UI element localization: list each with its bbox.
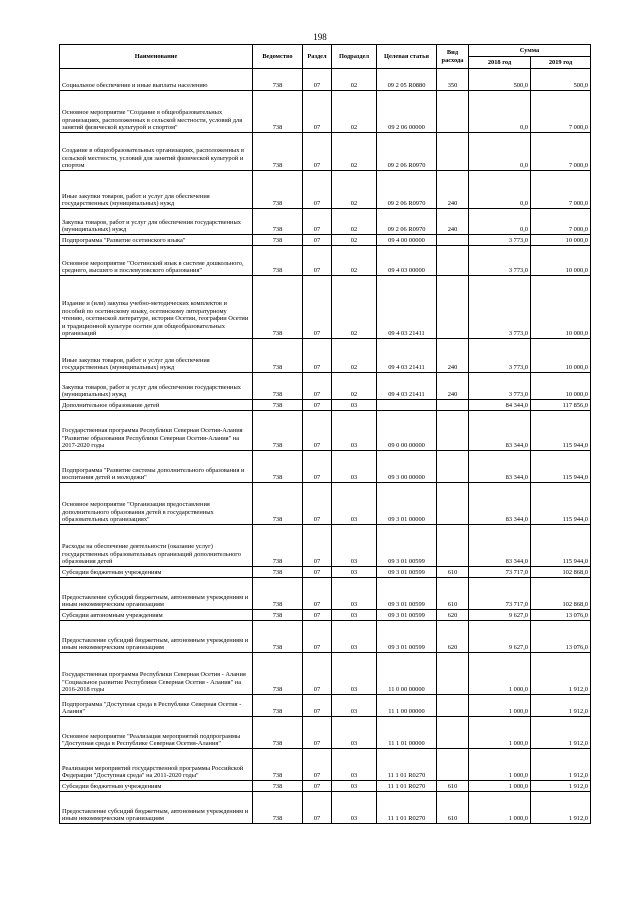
table-row <box>60 717 591 749</box>
row-kind-cell <box>437 235 469 246</box>
row-name-cell: Подпрограмма "Доступная среда в Республике Северная Осетия - Алания" <box>60 695 253 717</box>
row-kind-cell <box>437 451 469 483</box>
page-number: 198 <box>313 32 327 42</box>
row-2019-cell: 10 000,0 <box>531 235 591 246</box>
table-row <box>60 339 591 373</box>
row-name-cell: Социальное обеспечение и иные выплаты населению <box>60 69 253 91</box>
row-name-cell: Создание в общеобразовательных организациях, расположенных в сельской местности, условий для занятий физической культурой и спортом <box>60 133 253 171</box>
row-name-cell: Расходы на обеспечение деятельности (оказание услуг) государственных образовательных организаций дополнительного образования детей <box>60 525 253 567</box>
row-dept-cell: 738 <box>253 133 303 171</box>
row-target-cell: 09 3 01 00599 <box>377 610 437 621</box>
row-target-cell: 09 4 03 21411 <box>377 339 437 373</box>
row-2019-cell: 7 000,0 <box>531 133 591 171</box>
row-dept-cell: 738 <box>253 483 303 525</box>
row-dept-cell: 738 <box>253 578 303 610</box>
row-2018-cell: 73 717,0 <box>469 578 531 610</box>
table-row <box>60 749 591 781</box>
row-target-cell: 09 3 01 00599 <box>377 567 437 578</box>
table-body <box>60 69 591 824</box>
row-2019-cell: 115 944,0 <box>531 525 591 567</box>
row-target-cell <box>377 400 437 411</box>
row-name-cell: Предоставление субсидий бюджетным, автономным учреждениям и иным некоммерческим организациям <box>60 621 253 653</box>
row-2019-cell: 1 912,0 <box>531 717 591 749</box>
row-dept-cell: 738 <box>253 339 303 373</box>
row-2019-cell: 10 000,0 <box>531 246 591 276</box>
row-target-cell: 11 1 01 R0270 <box>377 781 437 792</box>
row-dept-cell: 738 <box>253 276 303 339</box>
header-row-1 <box>60 45 591 57</box>
row-2019-cell: 117 856,0 <box>531 400 591 411</box>
row-dept-cell: 738 <box>253 653 303 695</box>
row-dept-cell: 738 <box>253 451 303 483</box>
row-name-cell: Дополнительное образование детей <box>60 400 253 411</box>
row-subsection-cell: 02 <box>332 246 377 276</box>
row-subsection-cell: 03 <box>332 610 377 621</box>
row-subsection-cell: 02 <box>332 91 377 133</box>
row-2019-cell: 1 912,0 <box>531 653 591 695</box>
row-section-cell: 07 <box>303 621 332 653</box>
row-2019-cell: 10 000,0 <box>531 339 591 373</box>
row-subsection-cell: 02 <box>332 171 377 209</box>
row-target-cell: 09 2 05 R0880 <box>377 69 437 91</box>
row-target-cell: 09 0 00 00000 <box>377 411 437 451</box>
row-kind-cell <box>437 653 469 695</box>
row-2018-cell: 1 000,0 <box>469 792 531 824</box>
row-2018-cell: 84 344,0 <box>469 400 531 411</box>
row-subsection-cell: 02 <box>332 69 377 91</box>
row-2019-cell: 7 000,0 <box>531 91 591 133</box>
table-row <box>60 781 591 792</box>
table-row <box>60 621 591 653</box>
row-subsection-cell: 03 <box>332 749 377 781</box>
table-row <box>60 276 591 339</box>
row-kind-cell: 610 <box>437 792 469 824</box>
row-section-cell: 07 <box>303 171 332 209</box>
row-kind-cell <box>437 525 469 567</box>
table-row <box>60 525 591 567</box>
row-target-cell: 11 1 01 R0270 <box>377 792 437 824</box>
row-2019-cell: 115 944,0 <box>531 483 591 525</box>
row-target-cell: 11 1 01 R0270 <box>377 749 437 781</box>
row-kind-cell <box>437 717 469 749</box>
row-kind-cell <box>437 695 469 717</box>
row-dept-cell: 738 <box>253 246 303 276</box>
row-dept-cell: 738 <box>253 209 303 235</box>
row-name-cell: Основное мероприятие "Организация предоставления дополнительного образования детей в государственных образовательных организациях" <box>60 483 253 525</box>
row-section-cell: 07 <box>303 69 332 91</box>
row-subsection-cell: 02 <box>332 235 377 246</box>
row-target-cell: 09 2 06 R0970 <box>377 133 437 171</box>
row-target-cell: 09 3 01 00599 <box>377 525 437 567</box>
row-kind-cell <box>437 411 469 451</box>
row-2018-cell: 83 344,0 <box>469 411 531 451</box>
row-name-cell: Издание и (или) закупка учебно-методических комплектов и пособий по осетинскому языку, осетинскому литературному чтению, осетинской литературе, истории Осетии, географии Осетии и традиционной культуре осетин для общеобразовательных организаций <box>60 276 253 339</box>
row-kind-cell <box>437 483 469 525</box>
row-target-cell: 09 3 01 00000 <box>377 483 437 525</box>
row-name-cell: Реализация мероприятий государственной программы Российской Федерации "Доступная среда" на 2011-2020 годы" <box>60 749 253 781</box>
table-row <box>60 451 591 483</box>
table-row <box>60 695 591 717</box>
row-2019-cell: 7 000,0 <box>531 209 591 235</box>
row-subsection-cell: 03 <box>332 525 377 567</box>
row-kind-cell: 610 <box>437 781 469 792</box>
row-dept-cell: 738 <box>253 235 303 246</box>
row-kind-cell: 240 <box>437 171 469 209</box>
row-subsection-cell: 03 <box>332 483 377 525</box>
row-target-cell: 09 3 01 00599 <box>377 621 437 653</box>
row-section-cell: 07 <box>303 792 332 824</box>
row-target-cell: 09 2 06 00000 <box>377 91 437 133</box>
budget-table <box>59 44 591 824</box>
row-2019-cell: 7 000,0 <box>531 171 591 209</box>
row-2018-cell: 3 773,0 <box>469 339 531 373</box>
row-2019-cell: 1 912,0 <box>531 749 591 781</box>
row-dept-cell: 738 <box>253 91 303 133</box>
row-section-cell: 07 <box>303 235 332 246</box>
row-2019-cell: 10 000,0 <box>531 276 591 339</box>
row-2018-cell: 83 344,0 <box>469 483 531 525</box>
row-kind-cell <box>437 400 469 411</box>
row-section-cell: 07 <box>303 400 332 411</box>
row-section-cell: 07 <box>303 209 332 235</box>
row-section-cell: 07 <box>303 695 332 717</box>
row-2019-cell: 1 912,0 <box>531 792 591 824</box>
row-2019-cell: 115 944,0 <box>531 451 591 483</box>
row-dept-cell: 738 <box>253 411 303 451</box>
row-subsection-cell: 03 <box>332 792 377 824</box>
row-kind-cell <box>437 749 469 781</box>
row-2018-cell: 83 344,0 <box>469 525 531 567</box>
row-name-cell: Подпрограмма "Развитие системы дополнительного образования и воспитания детей и молодежи" <box>60 451 253 483</box>
row-section-cell: 07 <box>303 276 332 339</box>
row-name-cell: Подпрограмма "Развитие осетинского языка" <box>60 235 253 246</box>
row-kind-cell: 620 <box>437 621 469 653</box>
header-dept: Ведомство <box>253 45 303 69</box>
row-2018-cell: 1 000,0 <box>469 781 531 792</box>
table-row <box>60 133 591 171</box>
table-row <box>60 610 591 621</box>
row-dept-cell: 738 <box>253 749 303 781</box>
row-dept-cell: 738 <box>253 69 303 91</box>
row-kind-cell: 350 <box>437 69 469 91</box>
row-dept-cell: 738 <box>253 621 303 653</box>
row-2019-cell: 1 912,0 <box>531 695 591 717</box>
row-section-cell: 07 <box>303 717 332 749</box>
row-name-cell: Основное мероприятие "Реализация мероприятий подпрограммы "Доступная среда в Республике Северная Осетия-Алания" <box>60 717 253 749</box>
row-subsection-cell: 02 <box>332 276 377 339</box>
row-subsection-cell: 03 <box>332 653 377 695</box>
row-subsection-cell: 03 <box>332 695 377 717</box>
row-dept-cell: 738 <box>253 400 303 411</box>
row-dept-cell: 738 <box>253 171 303 209</box>
row-target-cell: 11 1 00 00000 <box>377 695 437 717</box>
table-row <box>60 411 591 451</box>
row-dept-cell: 738 <box>253 695 303 717</box>
row-2018-cell: 500,0 <box>469 69 531 91</box>
row-subsection-cell: 03 <box>332 411 377 451</box>
row-section-cell: 07 <box>303 133 332 171</box>
header-target-item: Целевая статья <box>377 45 437 69</box>
row-subsection-cell: 03 <box>332 621 377 653</box>
row-subsection-cell: 02 <box>332 133 377 171</box>
header-section: Раздел <box>303 45 332 69</box>
row-section-cell: 07 <box>303 781 332 792</box>
row-target-cell: 09 3 01 00599 <box>377 578 437 610</box>
row-kind-cell: 610 <box>437 578 469 610</box>
row-target-cell: 11 0 00 00000 <box>377 653 437 695</box>
table-row <box>60 69 591 91</box>
row-target-cell: 09 2 06 R0970 <box>377 209 437 235</box>
header-sum: Сумма <box>469 45 591 57</box>
header-year-2018: 2018 год <box>469 57 531 69</box>
row-subsection-cell: 03 <box>332 400 377 411</box>
row-dept-cell: 738 <box>253 610 303 621</box>
row-kind-cell: 240 <box>437 373 469 400</box>
table-row <box>60 567 591 578</box>
row-name-cell: Государственная программа Республики Северная Осетия-Алания "Развитие образования Республики Северная Осетия-Алания" на 2017-2020 годы <box>60 411 253 451</box>
row-section-cell: 07 <box>303 610 332 621</box>
row-section-cell: 07 <box>303 411 332 451</box>
row-kind-cell: 620 <box>437 610 469 621</box>
row-section-cell: 07 <box>303 339 332 373</box>
row-name-cell: Иные закупки товаров, работ и услуг для обеспечения государственных (муниципальных) нужд <box>60 171 253 209</box>
row-2019-cell: 13 076,0 <box>531 610 591 621</box>
table-row <box>60 653 591 695</box>
row-2019-cell: 115 944,0 <box>531 411 591 451</box>
row-subsection-cell: 02 <box>332 373 377 400</box>
row-2019-cell: 102 868,0 <box>531 567 591 578</box>
row-target-cell: 09 4 03 00000 <box>377 246 437 276</box>
row-dept-cell: 738 <box>253 792 303 824</box>
row-kind-cell: 240 <box>437 339 469 373</box>
table-row <box>60 483 591 525</box>
row-2018-cell: 9 627,0 <box>469 621 531 653</box>
row-kind-cell: 240 <box>437 209 469 235</box>
row-dept-cell: 738 <box>253 567 303 578</box>
row-name-cell: Основное мероприятие "Осетинский язык в системе дошкольного, среднего, высшего и послевузовского образования" <box>60 246 253 276</box>
row-2018-cell: 1 000,0 <box>469 695 531 717</box>
row-section-cell: 07 <box>303 749 332 781</box>
row-2018-cell: 1 000,0 <box>469 749 531 781</box>
row-2018-cell: 3 773,0 <box>469 373 531 400</box>
row-2018-cell: 0,0 <box>469 91 531 133</box>
table-row <box>60 578 591 610</box>
row-2019-cell: 10 000,0 <box>531 373 591 400</box>
row-dept-cell: 738 <box>253 781 303 792</box>
row-target-cell: 09 4 00 00000 <box>377 235 437 246</box>
table-row <box>60 400 591 411</box>
row-2018-cell: 83 344,0 <box>469 451 531 483</box>
row-2018-cell: 1 000,0 <box>469 717 531 749</box>
row-dept-cell: 738 <box>253 373 303 400</box>
row-subsection-cell: 03 <box>332 451 377 483</box>
row-dept-cell: 738 <box>253 525 303 567</box>
row-2018-cell: 0,0 <box>469 133 531 171</box>
row-target-cell: 09 4 03 21411 <box>377 276 437 339</box>
row-target-cell: 09 3 00 00000 <box>377 451 437 483</box>
row-name-cell: Предоставление субсидий бюджетным, автономным учреждениям и иным некоммерческим организациям <box>60 792 253 824</box>
row-subsection-cell: 03 <box>332 567 377 578</box>
row-2019-cell: 13 076,0 <box>531 621 591 653</box>
row-2019-cell: 102 868,0 <box>531 578 591 610</box>
row-name-cell: Закупка товаров, работ и услуг для обеспечения государственных (муниципальных) нужд <box>60 373 253 400</box>
row-section-cell: 07 <box>303 91 332 133</box>
row-kind-cell <box>437 133 469 171</box>
row-2018-cell: 73 717,0 <box>469 567 531 578</box>
row-subsection-cell: 02 <box>332 339 377 373</box>
row-name-cell: Закупка товаров, работ и услуг для обеспечения государственных (муниципальных) нужд <box>60 209 253 235</box>
row-subsection-cell: 03 <box>332 781 377 792</box>
row-section-cell: 07 <box>303 483 332 525</box>
row-2018-cell: 3 773,0 <box>469 276 531 339</box>
row-2018-cell: 3 773,0 <box>469 235 531 246</box>
row-subsection-cell: 03 <box>332 578 377 610</box>
row-subsection-cell: 03 <box>332 717 377 749</box>
header-name: Наименование <box>60 45 253 69</box>
row-section-cell: 07 <box>303 451 332 483</box>
row-section-cell: 07 <box>303 525 332 567</box>
table-row <box>60 171 591 209</box>
row-name-cell: Предоставление субсидий бюджетным, автономным учреждениям и иным некоммерческим организациям <box>60 578 253 610</box>
row-section-cell: 07 <box>303 567 332 578</box>
table-row <box>60 235 591 246</box>
row-section-cell: 07 <box>303 373 332 400</box>
row-2018-cell: 0,0 <box>469 209 531 235</box>
row-name-cell: Субсидии автономным учреждениям <box>60 610 253 621</box>
row-kind-cell <box>437 276 469 339</box>
row-target-cell: 11 1 01 00000 <box>377 717 437 749</box>
row-name-cell: Государственная программа Республики Северная Осетия - Алания "Социальное развитие Республики Северная Осетия - Алания" на 2016-2018 годы <box>60 653 253 695</box>
row-section-cell: 07 <box>303 653 332 695</box>
table-row <box>60 246 591 276</box>
row-2018-cell: 9 627,0 <box>469 610 531 621</box>
table-row <box>60 209 591 235</box>
row-name-cell: Основное мероприятие "Создание в общеобразовательных организациях, расположенных в сельской местности, условий для занятий физической культурой и спортом" <box>60 91 253 133</box>
row-2018-cell: 0,0 <box>469 171 531 209</box>
row-2018-cell: 3 773,0 <box>469 246 531 276</box>
row-subsection-cell: 02 <box>332 209 377 235</box>
row-kind-cell <box>437 246 469 276</box>
table-row <box>60 792 591 824</box>
row-kind-cell: 610 <box>437 567 469 578</box>
table-row <box>60 91 591 133</box>
row-name-cell: Иные закупки товаров, работ и услуг для обеспечения государственных (муниципальных) нужд <box>60 339 253 373</box>
row-2019-cell: 1 912,0 <box>531 781 591 792</box>
row-section-cell: 07 <box>303 246 332 276</box>
row-target-cell: 09 4 03 21411 <box>377 373 437 400</box>
row-section-cell: 07 <box>303 578 332 610</box>
row-name-cell: Субсидии бюджетным учреждениям <box>60 567 253 578</box>
row-name-cell: Субсидии бюджетным учреждениям <box>60 781 253 792</box>
header-subsection: Подраздел <box>332 45 377 69</box>
table-row <box>60 373 591 400</box>
row-kind-cell <box>437 91 469 133</box>
header-year-2019: 2019 год <box>531 57 591 69</box>
row-target-cell: 09 2 06 R0970 <box>377 171 437 209</box>
header-expense-type: Вид расхода <box>437 45 469 69</box>
row-2018-cell: 1 000,0 <box>469 653 531 695</box>
row-dept-cell: 738 <box>253 717 303 749</box>
row-2019-cell: 500,0 <box>531 69 591 91</box>
